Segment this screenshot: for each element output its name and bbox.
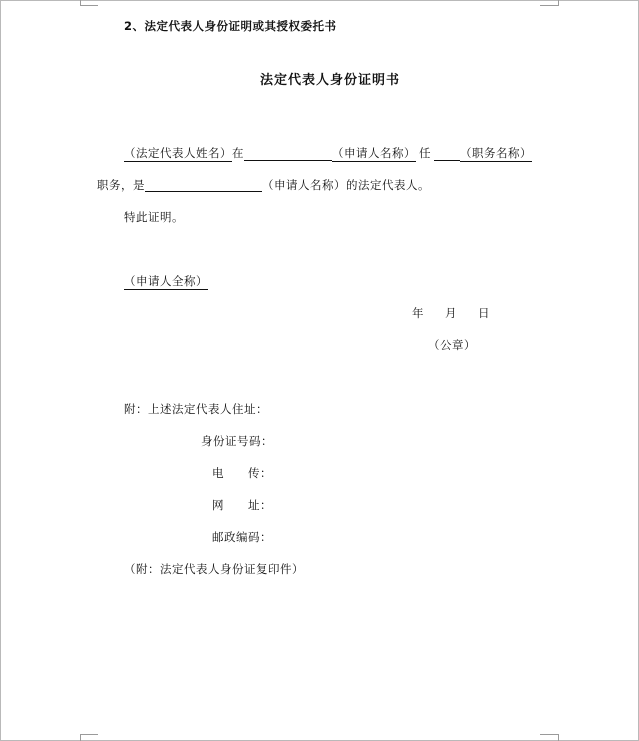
applicant-name-field: （申请人名称） [332,146,416,160]
attachment-website-label: 网 址： [212,498,272,512]
at-text: 在 [232,146,244,160]
statement-line-1 [124,146,532,161]
date-month: 月 [445,306,457,320]
attachment-note: （附：法定代表人身份证复印件） [124,562,304,576]
page-corner-mark [80,734,81,741]
certify-text: 特此证明。 [124,210,184,224]
page-corner-mark [80,5,98,6]
attachment-phone-label: 电 传： [212,466,272,480]
blank-line [434,148,460,161]
position-is-text: 职务，是 [97,178,145,192]
page-corner-mark [540,734,558,735]
statement-line-2 [97,178,430,192]
blank-line [145,179,262,192]
position-name-field: （职务名称） [460,146,532,160]
page-corner-mark [558,734,559,741]
applicant-full-name [124,274,208,288]
rep-suffix-text: 的法定代表人。 [346,178,430,192]
seal-text: （公章） [428,338,476,352]
serve-text: 任 [419,146,431,160]
attachment-id-label: 身份证号码： [201,434,273,448]
rep-name-field: （法定代表人姓名） [124,146,232,160]
document-title: 法定代表人身份证明书 [260,73,401,88]
page-corner-mark [558,0,559,6]
date-year: 年 [412,306,424,320]
date-day: 日 [478,306,490,320]
blank-line [244,148,332,161]
page-corner-mark [540,5,558,6]
applicant-full-name-field: （申请人全称） [124,274,208,288]
attachment-postal-label: 邮政编码： [212,530,272,544]
page-corner-mark [80,734,98,735]
attachment-address-label: 附：上述法定代表人住址： [124,402,268,416]
section-heading: 2、法定代表人身份证明或其授权委托书 [124,19,337,33]
applicant-name-placeholder: （申请人名称） [262,178,346,192]
